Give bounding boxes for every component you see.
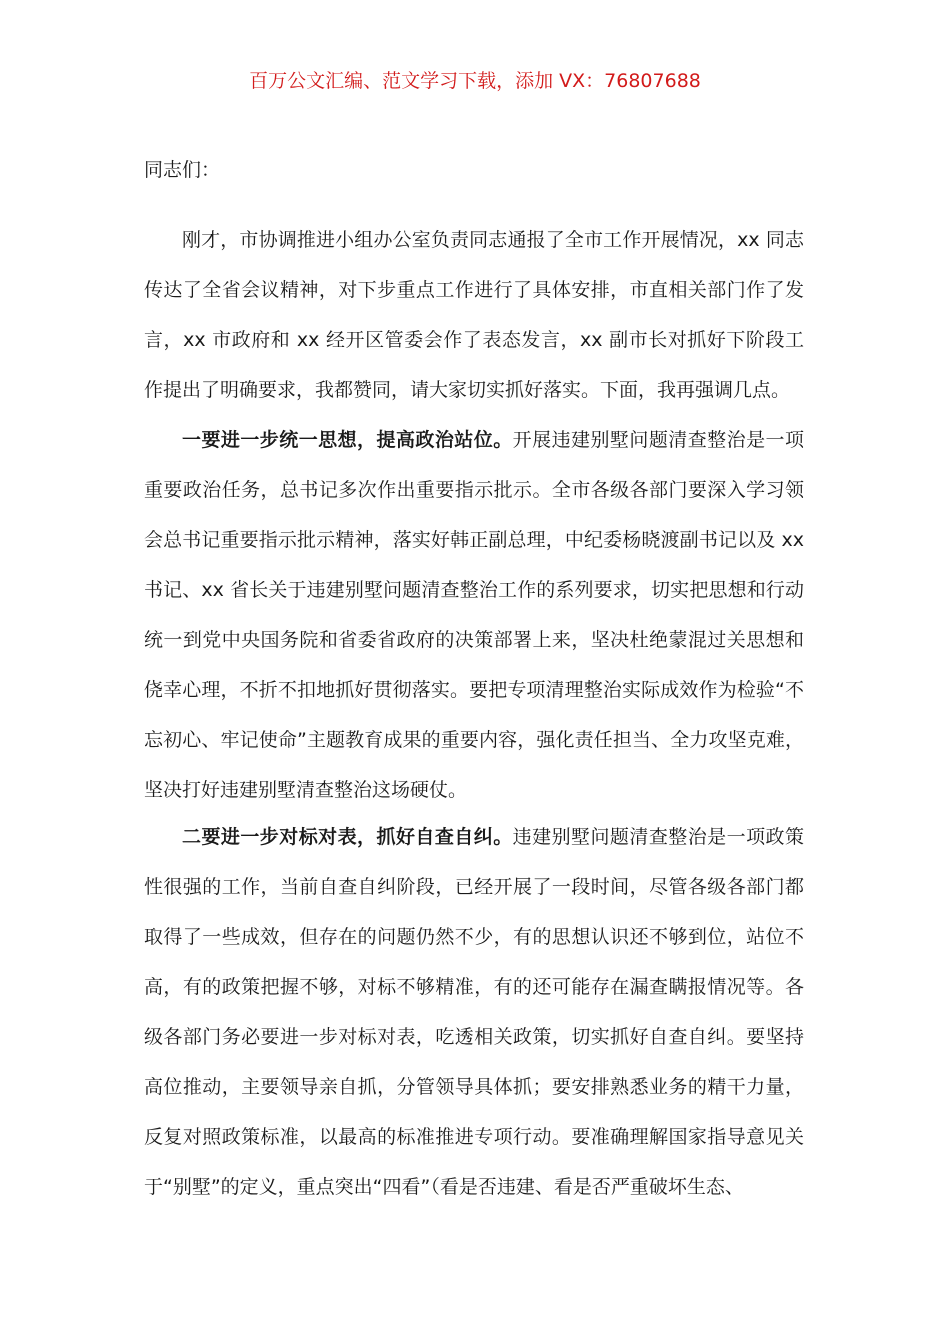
paragraph-3-text: 违建别墅问题清查整治是一项政策性很强的工作，当前自查自纠阶段，已经开展了一段时间，尽管各级各部门都取得了一些成效，但存在的问题仍然不少，有的思想认识还不够到位，站位不高，有的政策把握不够，对标不够精准，有的还可能存在漏查瞒报情况等。各级各部门务必要进一步对标对表，吃透相关政策，切实抓好自查自纠。要坚持高位推动，主要领导亲自抓，分管领导具体抓；要安排熟悉业务的精干力量，反复对照政策标准，以最高的标准推进专项行动。要准确理解国家指导意见关于“别墅”的定义，重点突出“四看”（看是否违建、看是否严重破坏生态、 [144,826,804,1198]
paragraph-3-lead: 二要进一步对标对表，抓好自查自纠。 [182,826,513,848]
paragraph-2-lead: 一要进一步统一思想，提高政治站位。 [182,429,513,451]
paragraph-1-block [144,215,804,415]
paragraph-2-block [144,415,804,815]
paragraph-3-block [144,812,804,1212]
paragraph-2-text: 开展违建别墅问题清查整治是一项重要政治任务，总书记多次作出重要指示批示。全市各级各部门要深入学习领会总书记重要指示批示精神，落实好韩正副总理，中纪委杨晓渡副书记以及 xx 书记、xx 省长关于违建别墅问题清查整治工作的系列要求，切实把思想和行动统一到党中央国务院和省委省政府的决策部署上来，坚决杜绝蒙混过关思想和侥幸心理，不折不扣地抓好贯彻落实。要把专项清理整治实际成效作为检验“不忘初心、牢记使命”主题教育成果的重要内容，强化责任担当、全力攻坚克难，坚决打好违建别墅清查整治这场硬仗。 [144,429,804,801]
paragraph-1 [144,215,804,415]
promo-header: 百万公文汇编、范文学习下载，添加 VX：76807688 [249,70,701,92]
paragraph-1-text: 刚才，市协调推进小组办公室负责同志通报了全市工作开展情况，xx 同志传达了全省会议精神，对下步重点工作进行了具体安排，市直相关部门作了发言，xx 市政府和 xx 经开区管委会作了表态发言，xx 副市长对抓好下阶段工作提出了明确要求，我都赞同，请大家切实抓好落实。下面，我再强调几点。 [144,229,804,401]
paragraph-3 [144,812,804,1212]
salutation: 同志们： [144,159,221,181]
paragraph-2 [144,415,804,815]
